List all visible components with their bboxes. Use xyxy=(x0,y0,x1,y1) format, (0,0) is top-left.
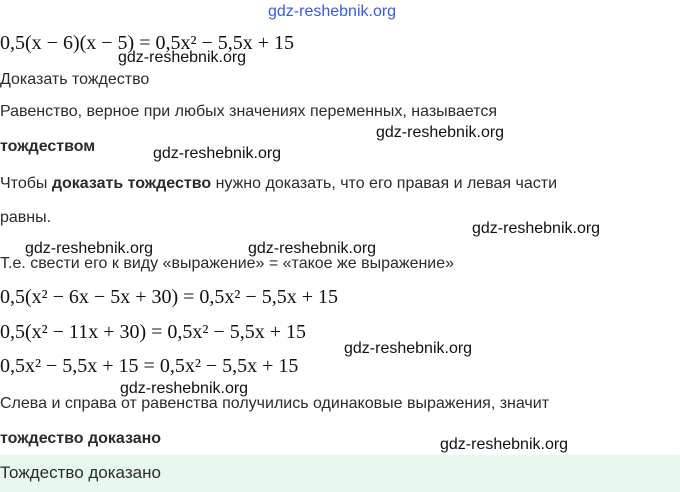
proof-text-a: Чтобы xyxy=(0,175,48,192)
proof-text-b: нужно доказать, что его правая и левая части xyxy=(215,175,558,192)
proof-paragraph xyxy=(0,174,557,194)
watermark: gdz-reshebnik.org xyxy=(120,380,249,397)
step-equation-1: 0,5(x² − 6x − 5x + 30) = 0,5x² − 5,5x + 15 xyxy=(0,286,338,308)
watermark: gdz-reshebnik.org xyxy=(248,240,377,257)
watermark: gdz-reshebnik.org xyxy=(268,3,397,20)
definition-text: Равенство, верное при любых значениях переменных, называется xyxy=(0,103,498,120)
header-equation: 0,5(x − 6)(x − 5) = 0,5x² − 5,5x + 15 xyxy=(0,32,295,54)
watermark: gdz-reshebnik.org xyxy=(376,124,505,141)
watermark: gdz-reshebnik.org xyxy=(344,340,473,357)
conclusion-text: Слева и справа от равенства получились одинаковые выражения, значит xyxy=(0,395,550,412)
watermark: gdz-reshebnik.org xyxy=(440,436,569,453)
proof-text-c: равны. xyxy=(0,209,52,226)
watermark: gdz-reshebnik.org xyxy=(153,145,282,162)
method-text: Т.е. свести его к виду «выражение» = «такое же выражение» xyxy=(0,255,455,272)
step-equation-2: 0,5(x² − 11x + 30) = 0,5x² − 5,5x + 15 xyxy=(0,321,306,343)
answer-box xyxy=(0,455,680,492)
watermark: gdz-reshebnik.org xyxy=(472,220,601,237)
watermark: gdz-reshebnik.org xyxy=(25,240,154,257)
proof-text-bold: доказать тождество xyxy=(51,175,212,192)
section-title: Доказать тождество xyxy=(0,71,150,88)
watermark: gdz-reshebnik.org xyxy=(118,49,247,66)
step-equation-3: 0,5x² − 5,5x + 15 = 0,5x² − 5,5x + 15 xyxy=(0,355,299,377)
conclusion-bold: тождество доказано xyxy=(0,430,162,447)
answer-text: Тождество доказано xyxy=(0,463,161,482)
definition-term: тождеством xyxy=(0,138,96,155)
